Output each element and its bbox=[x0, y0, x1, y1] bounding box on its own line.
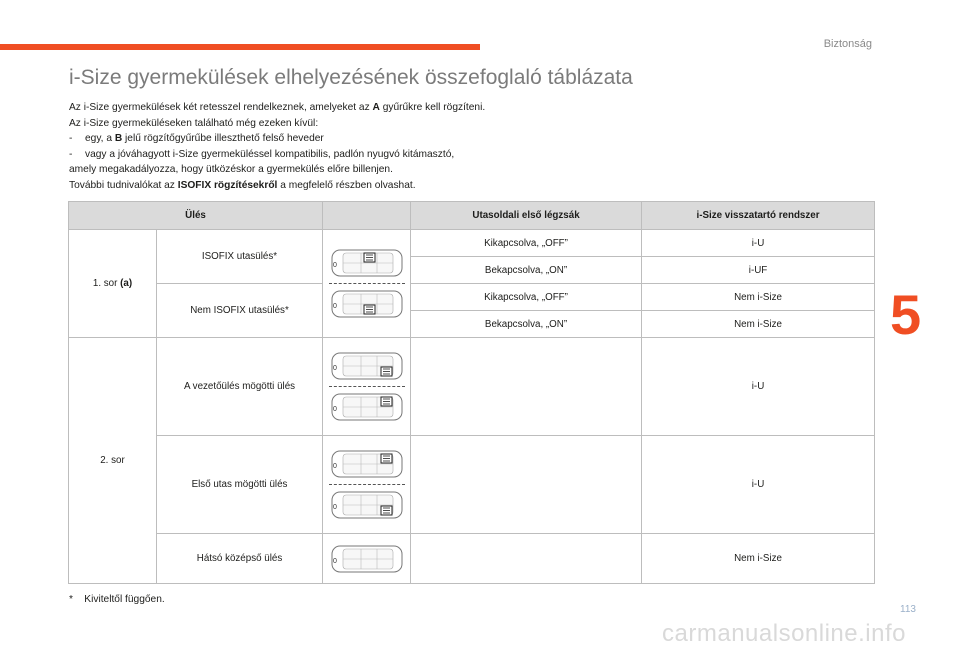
seat-non-isofix-passenger: Nem ISOFIX utasülés* bbox=[157, 284, 323, 338]
isize-value: i-U bbox=[642, 338, 875, 436]
intro-line-1: Az i-Size gyermekülések két retesszel rendelkeznek, amelyeket az A gyűrűkre kell rögzíteni. bbox=[69, 102, 486, 113]
car-seat-diagram-icon bbox=[331, 545, 403, 573]
page-number: 113 bbox=[900, 604, 916, 615]
table-row bbox=[69, 230, 875, 257]
seat-isofix-passenger: ISOFIX utasülés* bbox=[157, 230, 323, 284]
table-row bbox=[69, 534, 875, 584]
seat-rear-middle: Hátsó középső ülés bbox=[157, 534, 323, 584]
table-header-row bbox=[69, 202, 875, 230]
isize-value: i-U bbox=[642, 230, 875, 257]
table-row bbox=[69, 338, 875, 436]
seat-diagram-front bbox=[323, 230, 411, 338]
seat-diagram-rear-middle bbox=[323, 534, 411, 584]
watermark: carmanualsonline.info bbox=[662, 620, 906, 647]
page-title: i-Size gyermekülések elhelyezésének összefoglaló táblázata bbox=[69, 66, 633, 89]
chapter-number: 5 bbox=[890, 283, 922, 346]
airbag-value: Kikapcsolva, „OFF” bbox=[411, 284, 642, 311]
airbag-value-empty bbox=[411, 534, 642, 584]
table-row bbox=[69, 436, 875, 534]
isize-value: i-U bbox=[642, 436, 875, 534]
header-diagram bbox=[323, 202, 411, 230]
section-label: Biztonság bbox=[823, 38, 872, 50]
car-seat-diagram-icon bbox=[331, 290, 403, 318]
dashed-separator bbox=[329, 484, 405, 485]
airbag-value: Bekapcsolva, „ON” bbox=[411, 257, 642, 284]
isize-summary-table bbox=[68, 201, 875, 584]
isize-value: i-UF bbox=[642, 257, 875, 284]
airbag-value: Kikapcsolva, „OFF” bbox=[411, 230, 642, 257]
intro-bullet-1: - egy, a B jelű rögzítőgyűrűbe illeszthető felső heveder bbox=[69, 131, 869, 147]
row-label-first: 1. sor (a) bbox=[69, 230, 157, 338]
header-isize: i-Size visszatartó rendszer bbox=[642, 202, 875, 230]
footnote: * Kiviteltől függően. bbox=[69, 594, 165, 605]
intro-line-3: amely megakadályozza, hogy ütközéskor a gyermekülés előre billenjen. bbox=[69, 164, 393, 176]
intro-text bbox=[69, 100, 869, 194]
airbag-value-empty bbox=[411, 338, 642, 436]
accent-bar bbox=[0, 44, 480, 50]
airbag-value: Bekapcsolva, „ON” bbox=[411, 311, 642, 338]
seat-diagram-behind-passenger bbox=[323, 436, 411, 534]
seat-behind-passenger: Első utas mögötti ülés bbox=[157, 436, 323, 534]
car-seat-diagram-icon bbox=[331, 491, 403, 519]
seat-behind-driver: A vezetőülés mögötti ülés bbox=[157, 338, 323, 436]
car-seat-diagram-icon bbox=[331, 249, 403, 277]
dashed-separator bbox=[329, 283, 405, 284]
table-row bbox=[69, 284, 875, 311]
isize-value: Nem i-Size bbox=[642, 284, 875, 311]
isize-value: Nem i-Size bbox=[642, 534, 875, 584]
isize-value: Nem i-Size bbox=[642, 311, 875, 338]
header-airbag: Utasoldali első légzsák bbox=[411, 202, 642, 230]
row-label-second: 2. sor bbox=[69, 338, 157, 584]
header-seat: Ülés bbox=[69, 202, 323, 230]
airbag-value-empty bbox=[411, 436, 642, 534]
seat-diagram-behind-driver bbox=[323, 338, 411, 436]
intro-bullet-2: - vagy a jóváhagyott i-Size gyermeküléssel kompatibilis, padlón nyugvó kitámasztó, bbox=[69, 147, 869, 163]
car-seat-diagram-icon bbox=[331, 450, 403, 478]
car-seat-diagram-icon bbox=[331, 352, 403, 380]
intro-line-4: További tudnivalókat az ISOFIX rögzítésekről a megfelelő részben olvashat. bbox=[69, 179, 416, 191]
dashed-separator bbox=[329, 386, 405, 387]
car-seat-diagram-icon bbox=[331, 393, 403, 421]
intro-line-2: Az i-Size gyermeküléseken található még ezeken kívül: bbox=[69, 117, 319, 129]
